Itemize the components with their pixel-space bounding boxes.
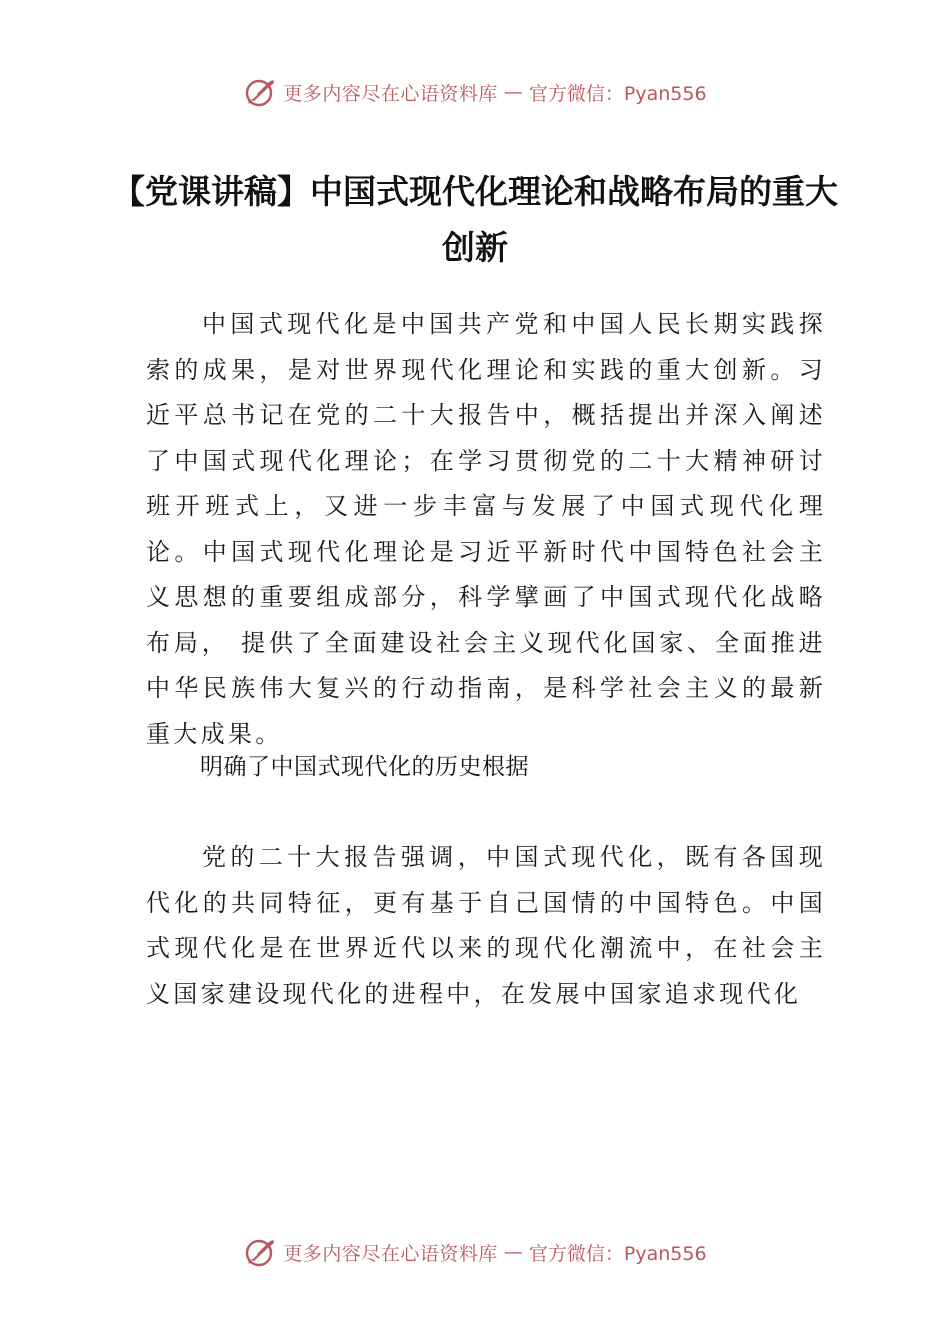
banner-wechat: 官方微信：Pyan556	[528, 1242, 707, 1265]
banner-text: 更多内容尽在心语资料库	[283, 1242, 498, 1265]
body-paragraph: 党的二十大报告强调，中国式现代化，既有各国现代化的共同特征，更有基于自己国情的中国特色。中国式现代化是在世界近代以来的现代化潮流中，在社会主义国家建设现代化的进程中，在发展中国家追求现代化	[146, 843, 826, 1008]
banner-text: 更多内容尽在心语资料库	[283, 82, 498, 105]
footer-banner	[0, 1232, 950, 1272]
section-heading: 明确了中国式现代化的历史根据	[200, 754, 529, 780]
banner-separator: —	[503, 1241, 523, 1263]
banner-wechat: 官方微信：Pyan556	[528, 82, 707, 105]
quill-pen-circle-icon	[243, 1235, 277, 1269]
header-banner	[0, 72, 950, 112]
quill-pen-circle-icon	[243, 75, 277, 109]
body-paragraph: 中国式现代化是中国共产党和中国人民长期实践探索的成果，是对世界现代化理论和实践的重大创新。习近平总书记在党的二十大报告中，概括提出并深入阐述了中国式现代化理论；在学习贯彻党的二十大精神研讨班开班式上，又进一步丰富与发展了中国式现代化理论。中国式现代化理论是习近平新时代中国特色社会主义思想的重要组成部分，科学擘画了中国式现代化战略布局， 提供了全面建设社会主义现代化国家、全面推进中华民族伟大复兴的行动指南，是科学社会主义的最新重大成果。	[146, 310, 826, 748]
banner-separator: —	[503, 81, 523, 103]
document-title: 【党课讲稿】中国式现代化理论和战略布局的重大创新	[112, 172, 838, 267]
